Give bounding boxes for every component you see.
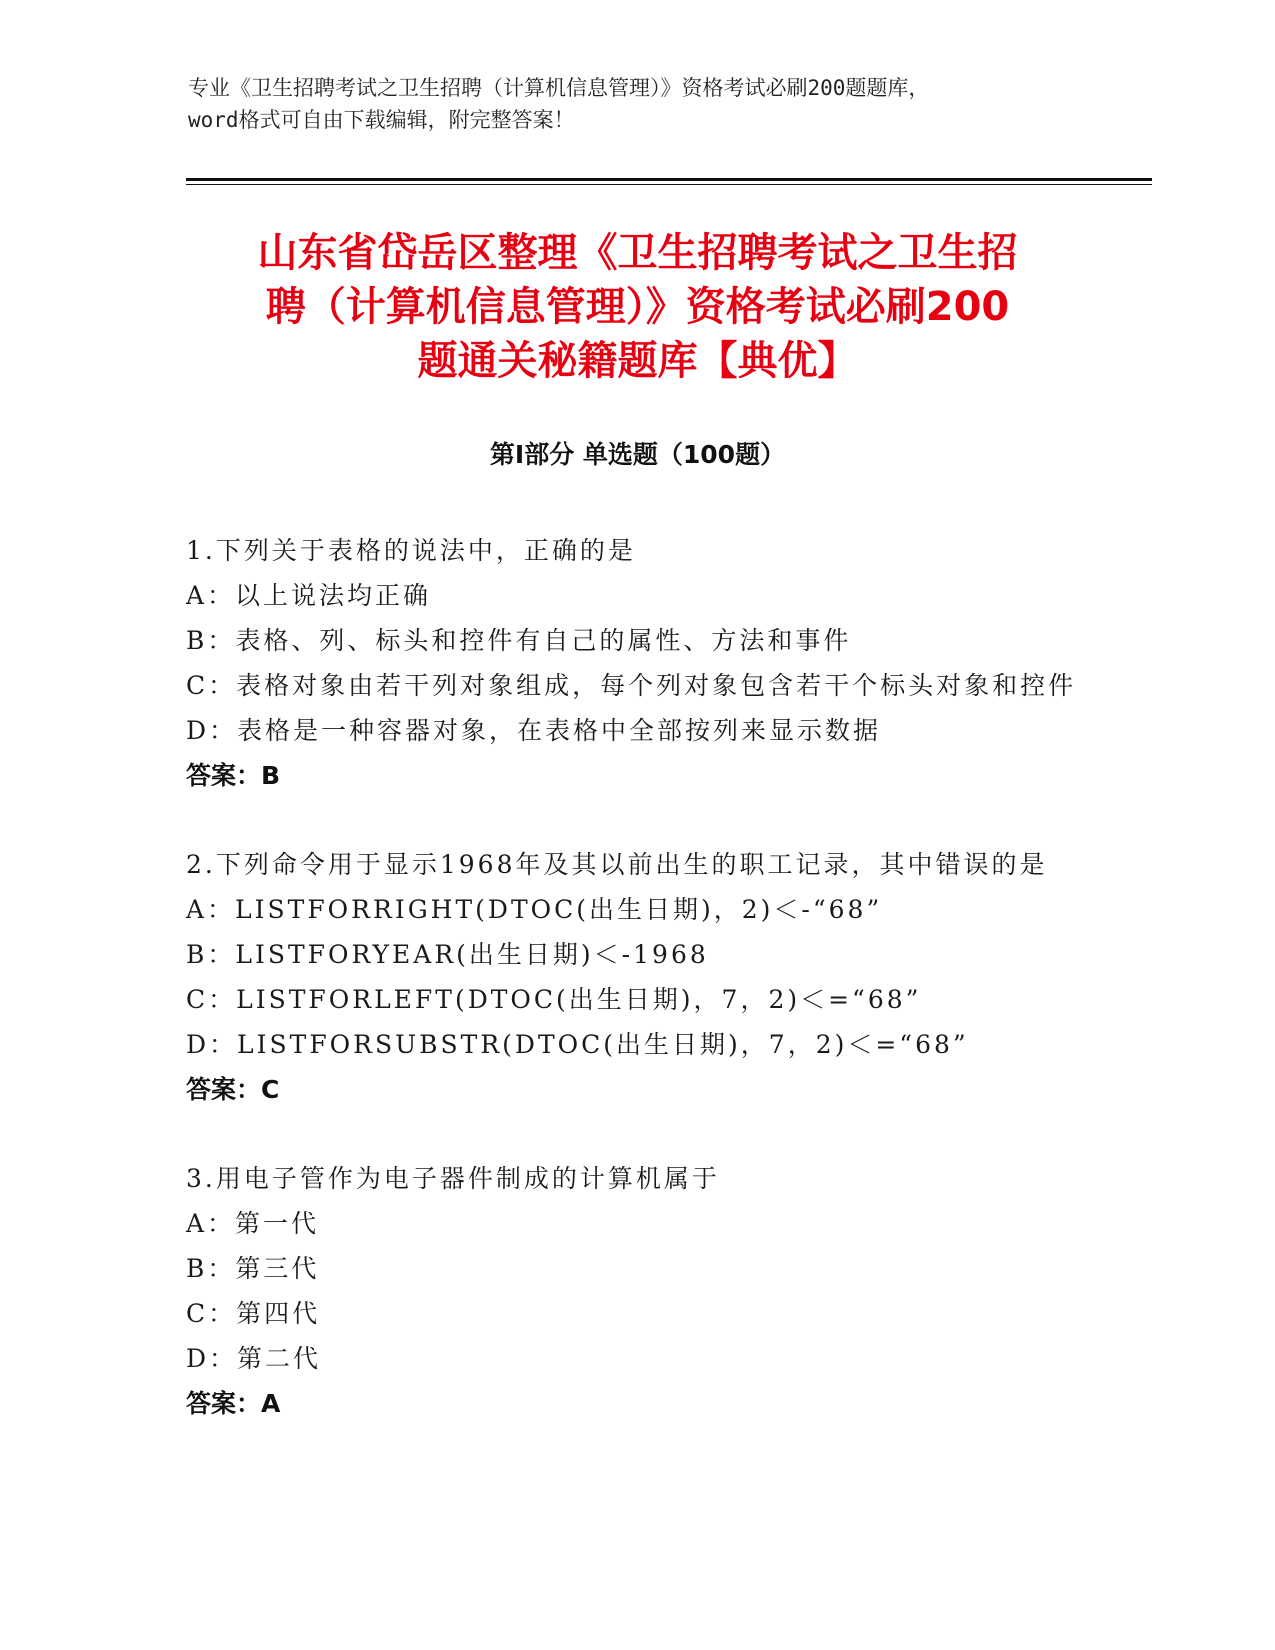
header-divider-thick bbox=[186, 178, 1152, 181]
question-stem: 2.下列命令用于显示1968年及其以前出生的职工记录，其中错误的是 bbox=[186, 850, 1048, 879]
option-c: C：表格对象由若干列对象组成，每个列对象包含若干个标头对象和控件 bbox=[186, 671, 1077, 700]
option-d: D：第二代 bbox=[186, 1344, 322, 1373]
header-note-line-1: 专业《卫生招聘考试之卫生招聘（计算机信息管理）》资格考试必刷200题题库， bbox=[188, 76, 930, 100]
document-title bbox=[150, 226, 1125, 388]
question-stem: 1.下列关于表格的说法中，正确的是 bbox=[186, 536, 636, 565]
section-title: 第Ⅰ部分 单选题（100题） bbox=[489, 440, 786, 469]
option-d: D：表格是一种容器对象，在表格中全部按列来显示数据 bbox=[186, 716, 882, 745]
option-c: C：第四代 bbox=[186, 1299, 321, 1328]
answer: 答案：A bbox=[186, 1389, 281, 1418]
title-line-2: 聘（计算机信息管理）》资格考试必刷200 bbox=[265, 284, 1010, 330]
option-a: A：以上说法均正确 bbox=[186, 581, 432, 610]
option-b: B：表格、列、标头和控件有自己的属性、方法和事件 bbox=[186, 626, 852, 655]
title-line-3: 题通关秘籍题库【典优】 bbox=[417, 338, 858, 384]
option-b: B：LISTFORYEAR(出生日期)＜-1968 bbox=[186, 940, 709, 969]
question-1 bbox=[186, 528, 1086, 798]
option-a: A：第一代 bbox=[186, 1209, 320, 1238]
option-a: A：LISTFORRIGHT(DTOC(出生日期)，2)＜-“68” bbox=[186, 895, 883, 924]
header-divider-thin bbox=[186, 184, 1152, 185]
option-d: D：LISTFORSUBSTR(DTOC(出生日期)，7，2)＜=“68” bbox=[186, 1030, 969, 1059]
option-b: B：第三代 bbox=[186, 1254, 320, 1283]
question-2 bbox=[186, 842, 1086, 1112]
question-list bbox=[186, 528, 1086, 1470]
answer: 答案：C bbox=[186, 1075, 280, 1104]
question-stem: 3.用电子管作为电子器件制成的计算机属于 bbox=[186, 1164, 720, 1193]
title-line-1: 山东省岱岳区整理《卫生招聘考试之卫生招 bbox=[257, 230, 1018, 276]
header-note-line-2: word格式可自由下载编辑，附完整答案！ bbox=[188, 108, 575, 132]
option-c: C：LISTFORLEFT(DTOC(出生日期)，7，2)＜=“68” bbox=[186, 985, 922, 1014]
header-note bbox=[188, 72, 1088, 136]
answer: 答案：B bbox=[186, 761, 281, 790]
question-3 bbox=[186, 1156, 1086, 1426]
